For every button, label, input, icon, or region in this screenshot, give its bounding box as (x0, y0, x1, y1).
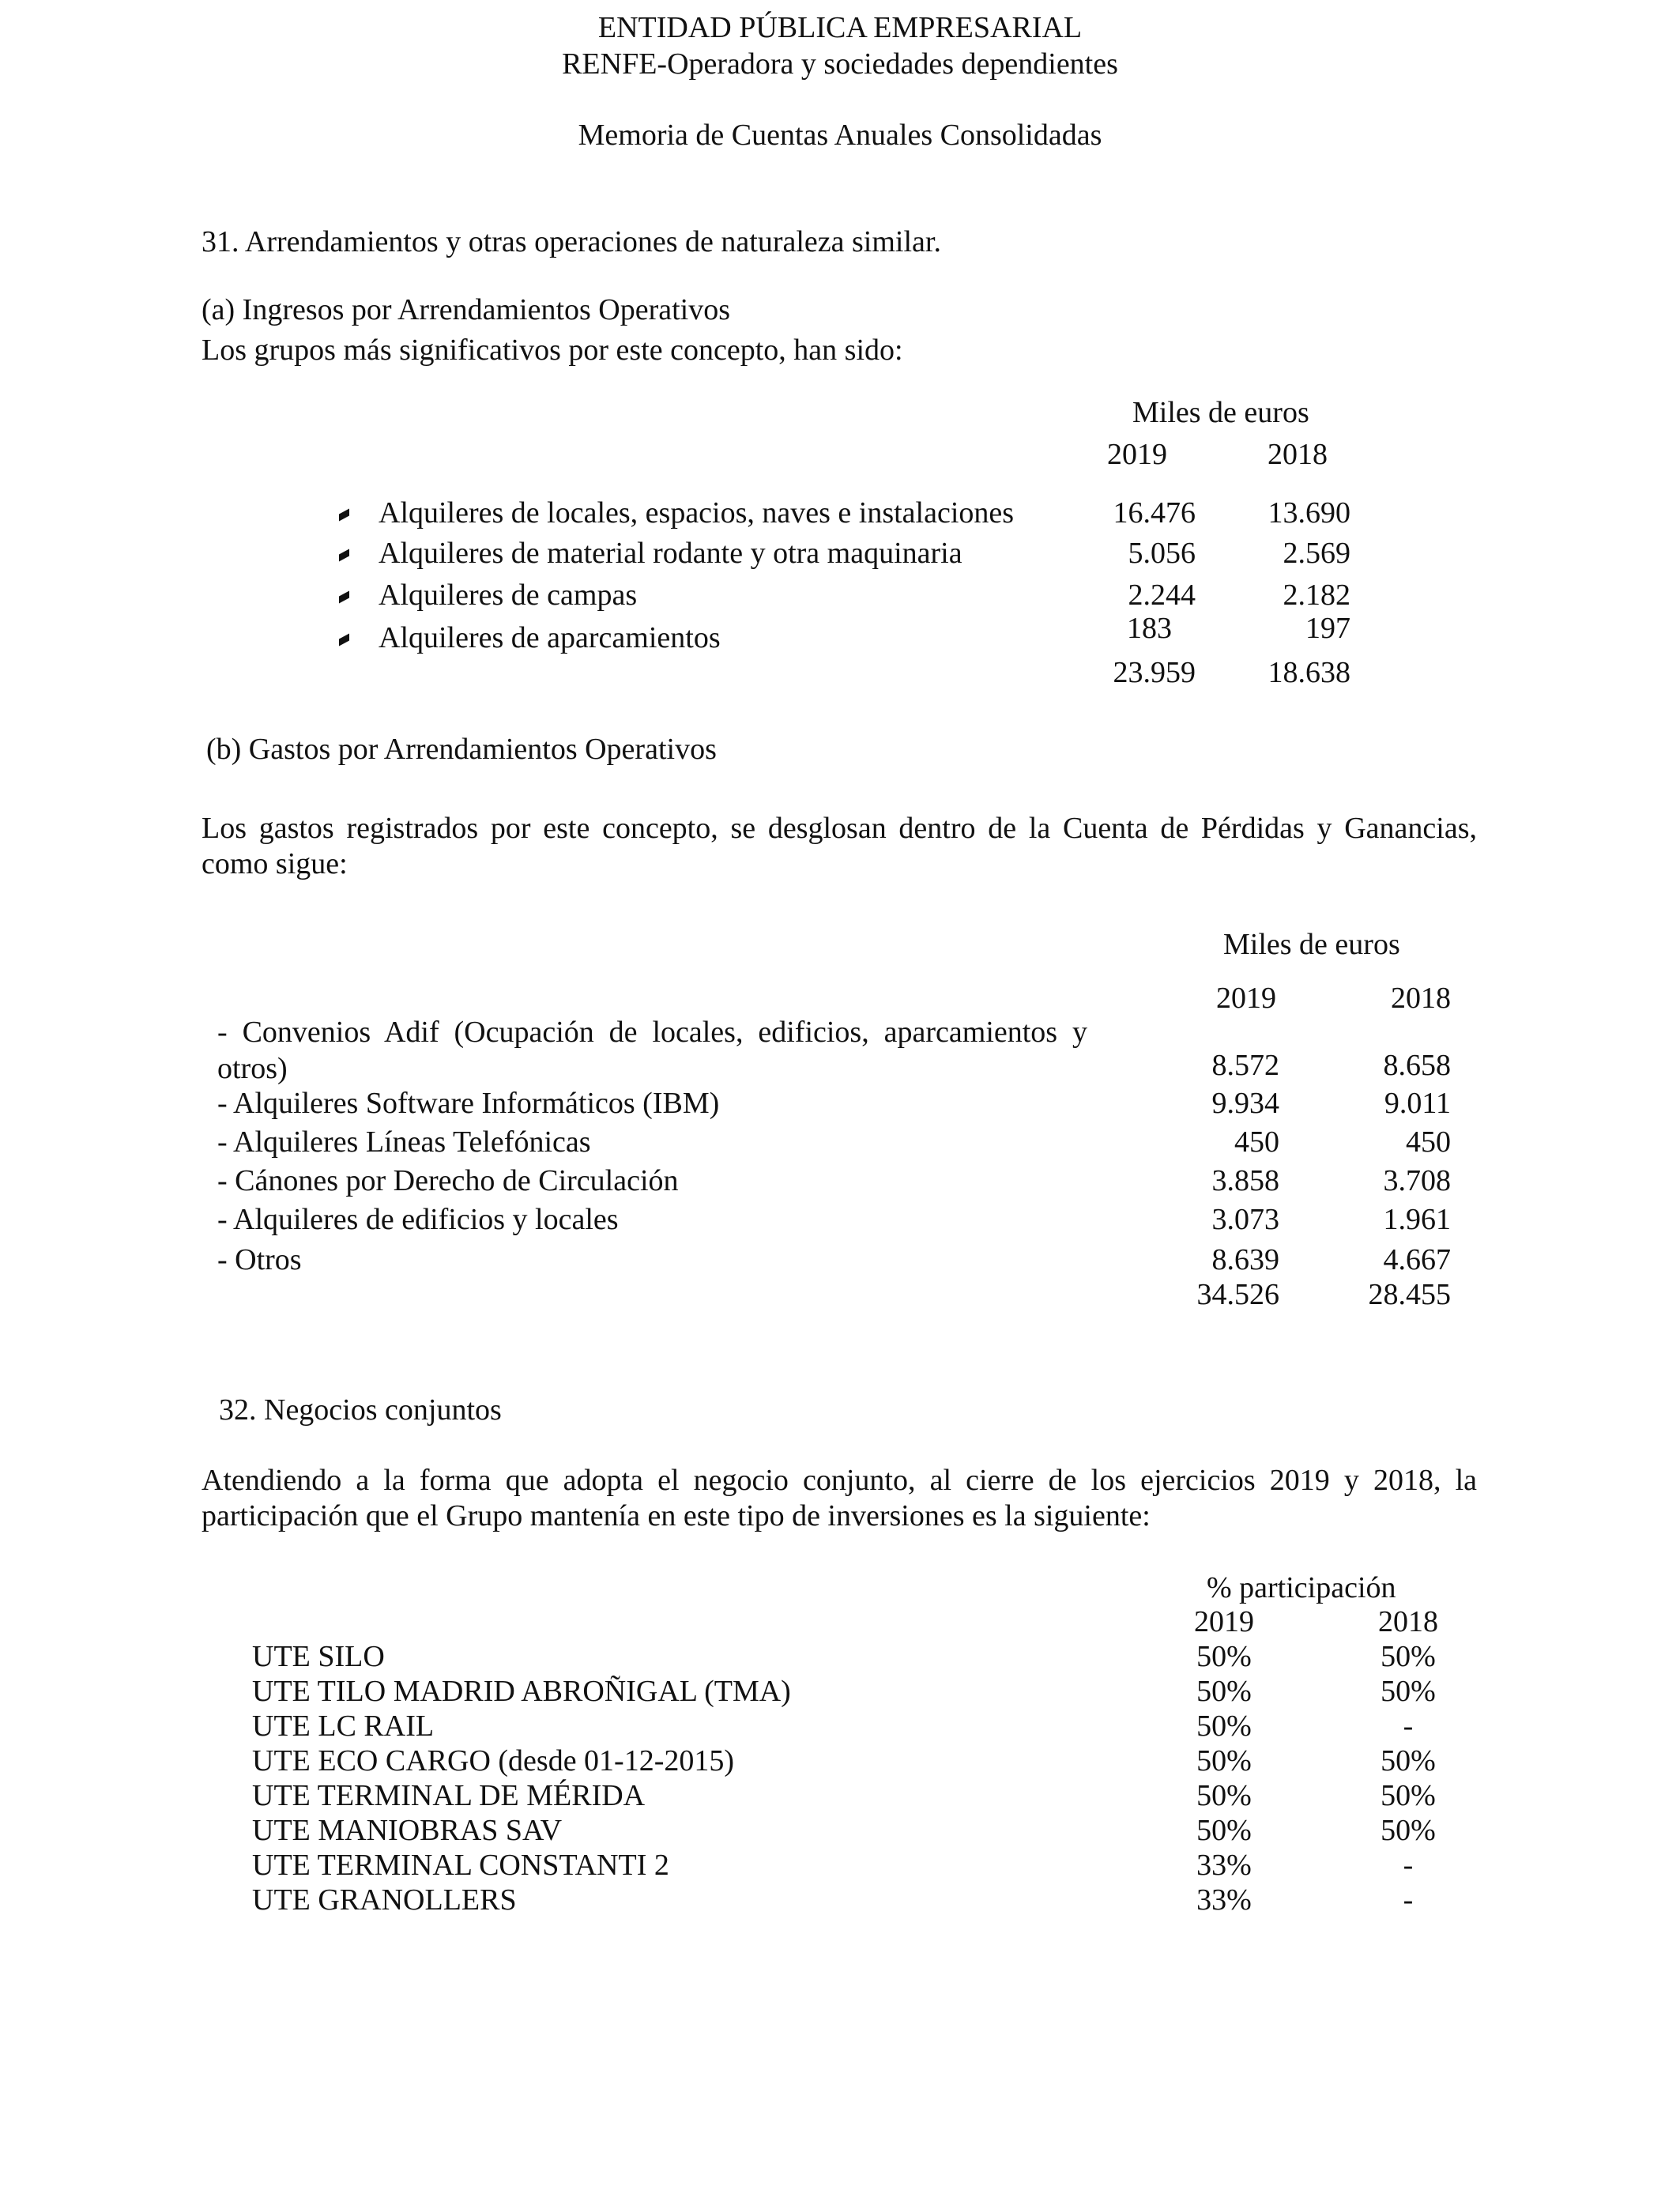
bullet-icon (339, 591, 349, 604)
section-31a-intro: Los grupos más significativos por este concepto, han sido: (202, 334, 903, 367)
table-a-row-2019: 2.244 (1128, 579, 1196, 612)
table-a-row-2018: 2.182 (1283, 579, 1350, 612)
table-b-row-2019: 3.858 (1211, 1164, 1279, 1197)
table-c-unit-header: % participación (1207, 1571, 1396, 1604)
table-b-row-2019: 8.639 (1211, 1243, 1279, 1276)
table-a-row-label: Alquileres de campas (379, 579, 638, 612)
table-b-row-2018: 450 (1406, 1125, 1451, 1159)
table-c-row-2019: 50% (1196, 1710, 1252, 1743)
table-c-row-label: UTE LC RAIL (252, 1710, 435, 1743)
table-a-total-2019: 23.959 (1113, 656, 1196, 689)
table-a-row-label: Alquileres de aparcamientos (379, 621, 721, 654)
table-c-row-2018: 50% (1381, 1675, 1436, 1708)
table-b-row-label: - Alquileres de edificios y locales (217, 1203, 619, 1236)
table-c-row-2018: - (1403, 1849, 1414, 1882)
bullet-icon (339, 634, 349, 647)
table-a-row-2019: 16.476 (1113, 496, 1196, 530)
table-b-total-2018: 28.455 (1368, 1278, 1451, 1311)
table-c-row-2018: - (1403, 1883, 1414, 1917)
table-c-row-label: UTE MANIOBRAS SAV (252, 1814, 563, 1847)
table-b-row-2018: 4.667 (1383, 1243, 1451, 1276)
table-c-row-2019: 50% (1196, 1814, 1252, 1847)
table-c-row-label: UTE TERMINAL DE MÉRIDA (252, 1779, 646, 1812)
table-c-year-2019: 2019 (1194, 1605, 1254, 1638)
table-b-row-2018: 1.961 (1383, 1203, 1451, 1236)
table-c-year-2018: 2018 (1378, 1605, 1438, 1638)
section-31b-intro: Los gastos registrados por este concepto, se desglosan dentro de la Cuenta de Pérdidas y Ganancias, como sigue: (202, 812, 1477, 880)
table-c-row-label: UTE TILO MADRID ABROÑIGAL (TMA) (252, 1675, 791, 1708)
table-b-row-label: - Cánones por Derecho de Circulación (217, 1164, 679, 1197)
section-31b-title: (b) Gastos por Arrendamientos Operativos (206, 733, 717, 766)
header-company: RENFE-Operadora y sociedades dependientes (562, 47, 1118, 81)
table-b-year-2019: 2019 (1216, 982, 1276, 1015)
table-c-row-2018: 50% (1381, 1744, 1436, 1777)
header-document-title: Memoria de Cuentas Anuales Consolidadas (578, 119, 1102, 152)
table-c-row-label: UTE ECO CARGO (desde 01-12-2015) (252, 1744, 735, 1777)
table-c-row-2018: 50% (1381, 1640, 1436, 1673)
table-a-total-2018: 18.638 (1268, 656, 1350, 689)
table-c-row-2019: 33% (1196, 1883, 1252, 1917)
table-a-year-2019: 2019 (1107, 438, 1167, 471)
table-a-row-2019: 5.056 (1128, 537, 1196, 570)
table-c-row-label: UTE GRANOLLERS (252, 1883, 517, 1917)
table-c-row-2019: 50% (1196, 1675, 1252, 1708)
table-b-row-label: - Otros (217, 1243, 302, 1276)
table-c-row-label: UTE TERMINAL CONSTANTI 2 (252, 1849, 669, 1882)
section-31a-title: (a) Ingresos por Arrendamientos Operativos (202, 293, 731, 326)
table-b-row-label: - Alquileres Líneas Telefónicas (217, 1125, 591, 1159)
table-b-row-label: - Convenios Adif (Ocupación de locales, edificios, aparcamientos y otros) (217, 1016, 1087, 1085)
table-b-total-2019: 34.526 (1196, 1278, 1279, 1311)
table-c-row-2019: 50% (1196, 1640, 1252, 1673)
table-b-row-2018: 3.708 (1383, 1164, 1451, 1197)
table-a-row-2018: 2.569 (1283, 537, 1350, 570)
bullet-icon (339, 549, 349, 562)
table-a-row-2019: 183 (1127, 612, 1172, 645)
table-c-row-label: UTE SILO (252, 1640, 385, 1673)
table-a-row-label: Alquileres de material rodante y otra maquinaria (379, 537, 962, 570)
table-a-row-2018: 197 (1305, 612, 1350, 645)
table-c-row-2019: 33% (1196, 1849, 1252, 1882)
header-entity: ENTIDAD PÚBLICA EMPRESARIAL (597, 11, 1083, 44)
section-32-title: 32. Negocios conjuntos (219, 1393, 502, 1427)
table-b-row-label: - Alquileres Software Informáticos (IBM) (217, 1087, 720, 1120)
table-c-row-2018: - (1403, 1710, 1414, 1743)
table-c-row-2018: 50% (1381, 1814, 1436, 1847)
table-c-row-2019: 50% (1196, 1779, 1252, 1812)
table-b-row-2019: 450 (1234, 1125, 1279, 1159)
table-b-row-2018: 9.011 (1384, 1087, 1451, 1120)
table-b-year-2018: 2018 (1391, 982, 1451, 1015)
table-a-row-label: Alquileres de locales, espacios, naves e instalaciones (379, 496, 1015, 530)
table-b-row-2019: 3.073 (1211, 1203, 1279, 1236)
table-b-row-2018: 8.658 (1383, 1049, 1451, 1082)
section-31-title: 31. Arrendamientos y otras operaciones de naturaleza similar. (202, 225, 941, 258)
bullet-icon (339, 509, 349, 522)
table-b-unit-header: Miles de euros (1223, 928, 1400, 961)
table-b-row-2019: 9.934 (1211, 1087, 1279, 1120)
table-c-row-2018: 50% (1381, 1779, 1436, 1812)
table-a-unit-header: Miles de euros (1132, 396, 1309, 429)
table-a-year-2018: 2018 (1268, 438, 1328, 471)
section-32-intro: Atendiendo a la forma que adopta el negocio conjunto, al cierre de los ejercicios 2019 y 2018, la participación que el Grupo mantenía en este tipo de inversiones es la siguiente: (202, 1464, 1477, 1532)
table-a-row-2018: 13.690 (1268, 496, 1350, 530)
table-b-row-2019: 8.572 (1211, 1049, 1279, 1082)
table-c-row-2019: 50% (1196, 1744, 1252, 1777)
